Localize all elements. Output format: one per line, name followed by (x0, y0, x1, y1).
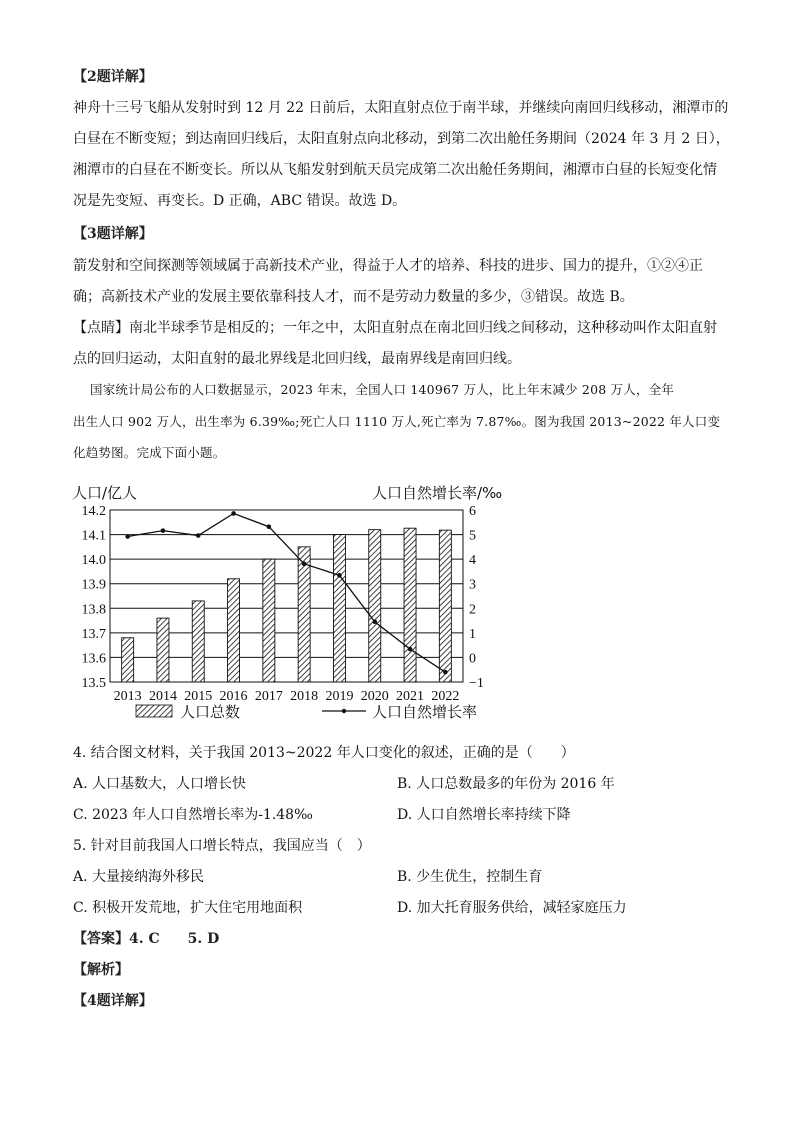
left-axis-title: 人口/亿人 (72, 484, 138, 502)
q5-option-c: C. 积极开发荒地，扩大住宅用地面积 (73, 900, 303, 916)
right-tick-label: 1 (469, 626, 476, 642)
growth-rate-point-2015 (196, 533, 201, 538)
q4-option-b: B. 人口总数最多的年份为 2016 年 (397, 776, 615, 792)
growth-rate-point-2020 (372, 620, 377, 625)
left-tick-label: 13.8 (81, 602, 106, 618)
x-tick-label: 2015 (184, 689, 213, 704)
x-tick-label: 2017 (254, 689, 283, 704)
intro-line-1: 国家统计局公布的人口数据显示，2023 年末，全国人口 140967 万人，比上年末减少 208 万人，全年 (90, 382, 675, 397)
right-tick-label: 6 (469, 504, 476, 519)
q5-option-d: D. 加大托育服务供给，减轻家庭压力 (397, 900, 627, 916)
bar-2015 (192, 601, 204, 682)
x-tick-labels (114, 689, 460, 704)
bar-2022 (439, 530, 451, 682)
right-tick-labels (469, 504, 484, 691)
x-tick-label: 2013 (113, 689, 142, 704)
growth-rate-line (125, 511, 447, 674)
left-tick-label: 13.9 (81, 577, 106, 593)
q4-option-a: A. 人口基数大，人口增长快 (73, 776, 247, 792)
right-tick-label: −1 (469, 676, 484, 691)
growth-rate-point-2021 (408, 647, 413, 652)
x-tick-label: 2016 (219, 689, 248, 704)
growth-rate-point-2016 (231, 511, 236, 516)
legend-bar-label: 人口总数 (180, 703, 241, 721)
bar-2017 (263, 559, 275, 682)
q2-line-2: 白昼在不断变短；到达南回归线后，太阳直射点向北移动，到第二次出舱任务期间（2024 年 3 月 2 日）， (73, 131, 730, 147)
growth-rate-point-2017 (267, 524, 272, 529)
q3-line-1: 箭发射和空间探测等领域属于高新技术产业，得益于人才的培养、科技的进步、国力的提升，①②④正 (73, 258, 703, 274)
q3-line-2: 确；高新技术产业的发展主要依靠科技人才，而不是劳动力数量的多少，③错误。故选 B。 (73, 289, 634, 305)
right-tick-label: 3 (469, 577, 476, 593)
bar-2014 (157, 618, 169, 682)
q5-stem: 5. 针对目前我国人口增长特点，我国应当（ ） (73, 838, 371, 854)
right-axis-title: 人口自然增长率/‰ (372, 484, 503, 502)
growth-rate-point-2018 (302, 562, 307, 567)
population-chart (60, 476, 520, 728)
q2-line-3: 湘潭市的白昼在不断变长。所以从飞船发射到航天员完成第二次出舱任务期间，湘潭市白昼的长短变化情 (73, 162, 717, 178)
intro-line-2: 出生人口 902 万人，出生率为 6.39‰;死亡人口 1110 万人,死亡率为 7.87‰。图为我国 2013~2022 年人口变 (73, 414, 721, 429)
q4-option-c: C. 2023 年人口自然增长率为-1.48‰ (73, 807, 313, 823)
right-tick-label: 0 (469, 651, 476, 667)
q2-line-4: 况是先变短、再变长。D 正确，ABC 错误。故选 D。 (73, 193, 407, 209)
q3-heading: 【3题详解】 (73, 226, 153, 242)
analysis-heading: 【解析】 (73, 962, 129, 978)
q2-line-1: 神舟十三号飞船从发射时到 12 月 22 日前后，太阳直射点位于南半球，并继续向南回归线移动，湘潭市的 (73, 100, 729, 116)
left-tick-label: 14.1 (81, 528, 106, 544)
right-tick-label: 2 (469, 602, 476, 618)
x-tick-label: 2019 (325, 689, 354, 704)
q4-stem: 4. 结合图文材料，关于我国 2013~2022 年人口变化的叙述，正确的是（ ） (73, 745, 575, 761)
left-tick-label: 13.5 (81, 676, 106, 691)
left-tick-label: 14.0 (81, 553, 106, 569)
left-tick-label: 13.6 (81, 651, 106, 667)
legend-line-label: 人口自然增长率 (372, 703, 478, 721)
growth-rate-point-2022 (443, 670, 448, 675)
legend-line-marker (342, 709, 346, 713)
q4-detail-heading: 【4题详解】 (73, 993, 153, 1009)
intro-line-3: 化趋势图。完成下面小题。 (73, 445, 226, 460)
right-tick-label: 5 (469, 528, 476, 544)
bar-2018 (298, 547, 310, 682)
tip-line-2: 点的回归运动，太阳直射的最北界线是北回归线，最南界线是南回归线。 (73, 351, 521, 367)
bar-2016 (228, 579, 240, 682)
left-tick-label: 13.7 (81, 626, 106, 642)
growth-rate-polyline (128, 513, 446, 672)
bar-2013 (122, 638, 134, 682)
legend-bar-swatch (136, 705, 172, 717)
answer-line: 【答案】4. C 5. D (73, 931, 220, 947)
q2-heading: 【2题详解】 (73, 69, 153, 85)
q5-option-a: A. 大量接纳海外移民 (73, 869, 205, 885)
q4-option-d: D. 人口自然增长率持续下降 (397, 807, 571, 823)
bars (122, 528, 452, 682)
bar-2020 (369, 530, 381, 682)
growth-rate-point-2014 (161, 528, 166, 533)
q5-option-b: B. 少生优生，控制生育 (397, 869, 543, 885)
bar-2021 (404, 528, 416, 682)
left-tick-label: 14.2 (81, 504, 106, 519)
x-tick-label: 2022 (431, 689, 460, 704)
growth-rate-point-2013 (125, 534, 130, 539)
tip-line-1: 【点睛】南北半球季节是相反的；一年之中，太阳直射点在南北回归线之间移动，这种移动叫作太阳直射 (73, 320, 717, 336)
x-tick-label: 2014 (148, 689, 177, 704)
x-tick-label: 2020 (360, 689, 389, 704)
right-tick-label: 4 (469, 553, 476, 569)
x-tick-label: 2018 (290, 689, 319, 704)
left-tick-labels (82, 504, 107, 691)
growth-rate-point-2019 (337, 573, 342, 578)
bar-2019 (333, 535, 345, 682)
x-tick-label: 2021 (396, 689, 425, 704)
